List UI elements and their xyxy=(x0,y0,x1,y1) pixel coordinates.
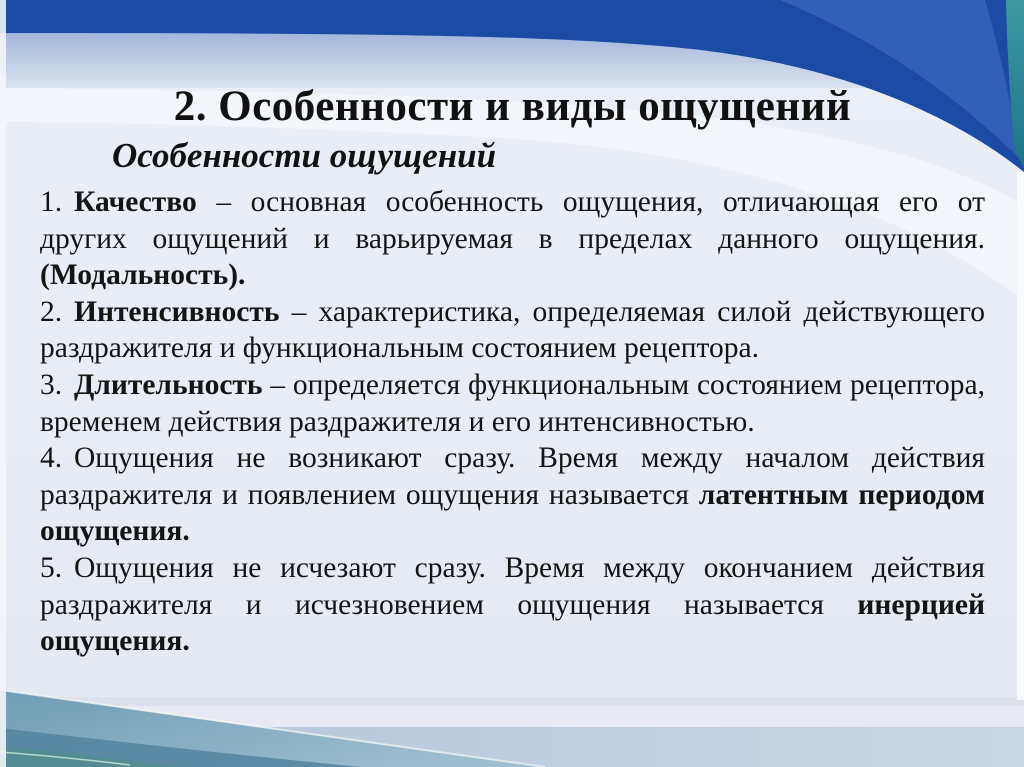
item-number: 5. xyxy=(40,551,63,584)
item-term-bold: (Модальность). xyxy=(40,259,246,292)
item-text: Ощущения не исчезают сразу. Время между окончанием действия раздражителя и исчезновением ощущения называется xyxy=(40,551,985,621)
item-text: – определяется функциональным состоянием рецептора, временем действия раздражителя и его интенсивностью. xyxy=(40,368,985,438)
item-term-bold: инерцией ощущения. xyxy=(40,588,985,658)
right-edge-strip xyxy=(1017,172,1024,700)
item-number: 3. xyxy=(40,368,63,401)
list-item xyxy=(40,550,985,660)
item-term-bold: Качество xyxy=(74,186,197,218)
features-list xyxy=(40,184,985,660)
item-text: – основная особенность ощущения, отличающая его от других ощущений и варьируемая в пределах данного ощущения. xyxy=(40,186,985,255)
list-item xyxy=(40,294,985,367)
item-number: 4. xyxy=(40,442,63,475)
item-number: 2. xyxy=(40,295,63,328)
bottom-strip xyxy=(0,697,1024,706)
list-item xyxy=(40,367,985,440)
item-text: – характеристика, определяемая силой действующего раздражителя и функциональным состоянием рецептора. xyxy=(40,295,985,365)
slide-title: 2. Особенности и виды ощущений xyxy=(173,83,852,130)
item-number: 1. xyxy=(40,186,63,218)
slide-subtitle: Особенности ощущений xyxy=(112,136,497,175)
item-term-bold: Интенсивность xyxy=(74,295,280,328)
slide-content xyxy=(40,0,985,660)
item-term-bold: латентным периодом ощущения. xyxy=(40,478,985,548)
item-text: Ощущения не возникают сразу. Время между началом действия раздражителя и появлением ощущения называется xyxy=(40,442,985,511)
item-term-bold: Длительность xyxy=(74,368,263,401)
list-item xyxy=(40,184,985,294)
left-edge-strip xyxy=(0,0,6,767)
list-item xyxy=(40,440,985,550)
